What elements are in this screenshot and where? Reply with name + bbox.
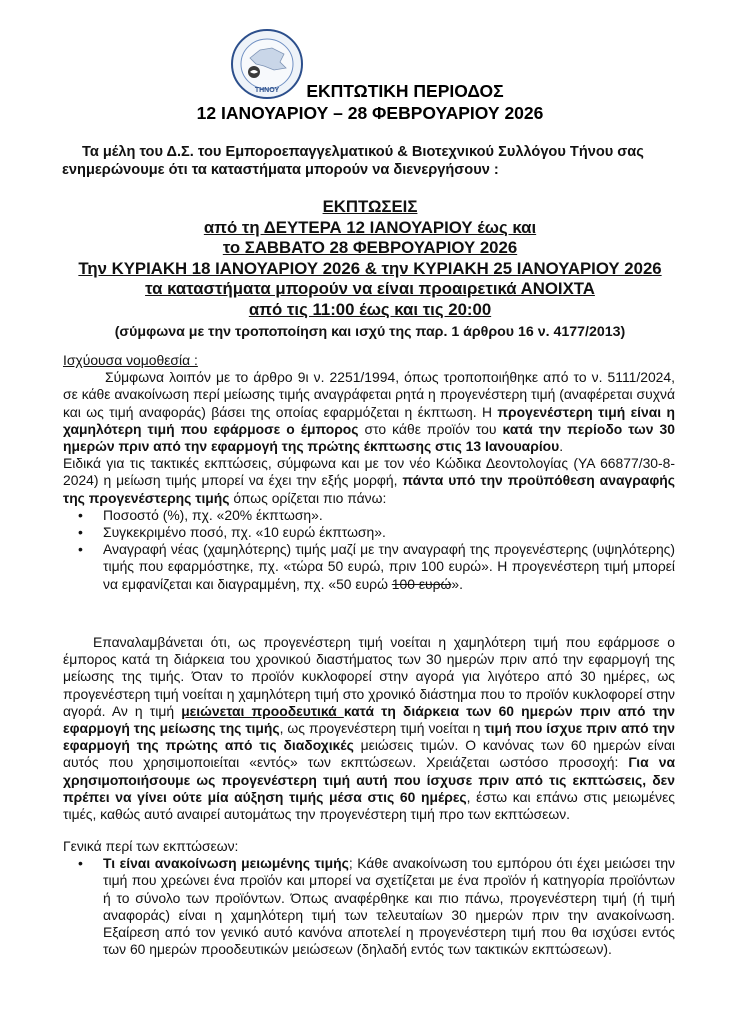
text-run: Ειδικά για τις τακτικές εκπτώσεις, σύμφωνα και με τον νέο Κώδικα Δεοντολογίας (ΥΑ 66877/30-8-2024) η μείωση τιμής μπορεί να έχει την εξής μορφή, [63,455,675,489]
legislation-paragraph-2 [63,455,675,507]
announcement-block [0,197,740,342]
logo-label: ΤΗΝΟΥ [254,87,280,94]
intro-line-1: Τα μέλη του Δ.Σ. του Εμποροεπαγγελματικού & Βιοτεχνικού Συλλόγου Τήνου σας [82,144,644,160]
legislation-paragraph-1 [63,369,675,455]
list-item [103,507,675,524]
page-title [0,80,740,124]
text-run: μειώσεις τιμών. Ο κανόνας των 60 ημερών είναι αυτός που χρησιμοποιείται «εντός» των εκπτώσεων. Χρειάζεται ωστόσο προσοχή: [63,737,675,771]
announcement-line-4: τα καταστήματα μπορούν να είναι προαιρετικά ΑΝΟΙΧΤΑ [145,279,595,299]
list-item [103,855,675,958]
text-run: Σύμφωνα λοιπόν με το άρθρο 9ι ν. 2251/1994, όπως τροποποιήθηκε από το ν. 5111/2024, σε κάθε ανακοίνωση περί μείωσης τιμής αναγράφεται ρητά η προγενέστερη τιμή (αναφέρεται συχνά και ως τιμή αναφοράς) βάσει της οποίας εφαρμόζεται η έκπτωση. Η [63,369,675,420]
announcement-line-1: από τη ΔΕΥΤΕΡΑ 12 ΙΑΝΟΥΑΡΙΟΥ έως και [203,217,537,237]
text-run: Επαναλαμβάνεται ότι, ως προγενέστερη τιμή νοείται η χαμηλότερη τιμή που εφάρμοσε ο έμπορος κατά τη διάρκεια του χρονικού διαστήματος των 30 ημερών πριν από την εφαρμογή της μείωσης της τιμής. Όταν το προϊόν κυκλοφορεί στην αγορά για λιγότερο από 30 ημέρες, ως προγενέστερη τιμή νοείται η χαμηλότερη τιμή στο χρονικό διάστημα που το προϊόν κυκλοφορεί στην αγορά. Αν η τιμή [63,634,675,719]
bold-run: προγενέστερη τιμή είναι η χαμηλότερη τιμή που εφάρμοσε ο έμπορος [63,403,676,437]
bold-underline-run: μειώνεται προοδευτικά [181,702,344,719]
list-item-text: Ποσοστό (%), πχ. «20% έκπτωση». [103,506,323,523]
announcement-line-2: το ΣΑΒΒΑΤΟ 28 ΦΕΒΡΟΥΑΡΙΟΥ 2026 [222,238,518,258]
previous-price-paragraph [63,634,675,823]
text-run: , έστω και επάνω στις μειωμένες τιμές, καθώς αυτό αναιρεί αυτομάτως την προγενέστερη τιμή προ των εκπτώσεων. [63,788,675,823]
list-item-text: ; Κάθε ανακοίνωση του εμπόρου ότι έχει μειώσει την τιμή που χρεώνει ένα προϊόν και μπορεί να σχετίζεται με ένα προϊόν ή κατηγορία προϊόντων ή το σύνολο των προϊόντων. Όπως αναφέρθηκε και πιο πάνω, προγενέστερη τιμή (ή τιμή αναφοράς) είναι η χαμηλότερη τιμή των τελευταίων 30 ημερών πριν την ανακοίνωση. Εξαίρεση από τον γενικό αυτό κανόνα αποτελεί η προγενέστερη τιμή που θα ισχύσει εντός των 60 ημερών προοδευτικών μειώσεων (δηλαδή εντός των τακτικών εκπτώσεων). [103,855,675,958]
list-item [103,541,675,593]
bold-run: Για να χρησιμοποιήσουμε ως προγενέστερη τιμή αυτή που ίσχυσε πριν από τις εκπτώσεις, δεν πρέπει να γίνει ούτε μία αύξηση τιμής μέσα στις 60 ημέρες [63,754,675,805]
bold-run: τιμή που ίσχυε πριν από την εφαρμογή της πρώτης από τις διαδοχικές [63,720,675,754]
text-run: στο κάθε προϊόν του [358,420,503,437]
text-run: . [559,438,564,455]
list-item-text: Αναγραφή νέας (χαμηλότερης) τιμής μαζί με την αναγραφή της προγενέστερης (υψηλότερης) τιμής που εφαρμόστηκε, πχ. «τώρα 50 ευρώ, πριν 100 ευρώ». Η προγενέστερη τιμή μπορεί να εμφανίζεται και διαγραμμένη, πχ. «50 ευρώ [103,541,675,592]
announcement-heading: ΕΚΠΤΩΣΕΙΣ [322,197,418,216]
general-section [63,838,675,958]
bold-run: κατά τη διάρκεια των 60 ημερών πριν από την εφαρμογή της μείωσης της τιμής [63,702,676,737]
announcement-line-3: Την ΚΥΡΙΑΚΗ 18 ΙΑΝΟΥΑΡΙΟΥ 2026 & την ΚΥΡΙΑΚΗ 25 ΙΑΝΟΥΑΡΙΟΥ 2026 [78,258,662,278]
title-line-1: ΕΚΠΤΩΤΙΚΗ ΠΕΡΙΟΔΟΣ [306,81,504,101]
list-item-text: Συγκεκριμένο ποσό, πχ. «10 ευρώ έκπτωση». [103,524,386,541]
title-line-2: 12 ΙΑΝΟΥΑΡΙΟΥ – 28 ΦΕΒΡΟΥΑΡΙΟΥ 2026 [196,103,544,123]
discount-forms-list [63,507,675,593]
previous-price-section [63,634,675,823]
intro-paragraph [62,143,682,179]
general-list [63,855,675,958]
text-run: , ως προγενέστερη τιμή νοείται η [279,720,485,737]
legislation-section [63,352,675,593]
legislation-heading: Ισχύουσα νομοθεσία : [63,352,198,368]
list-item [103,524,675,541]
bold-run: πάντα υπό την προϋπόθεση αναγραφής της προγενέστερης τιμής [63,472,675,506]
list-item-text: ». [451,575,463,592]
legal-note: (σύμφωνα με την τροποποίηση και ισχύ της παρ. 1 άρθρου 16 ν. 4177/2013) [114,323,626,340]
general-heading: Γενικά περί των εκπτώσεων: [63,838,239,854]
text-run: όπως ορίζεται πιο πάνω: [229,489,387,506]
bold-run: κατά την περίοδο των 30 ημερών πριν από την εφαρμογή της πρώτης έκπτωσης στις 13 Ιανουαρίου [63,420,675,455]
announcement-line-5: από τις 11:00 έως και τις 20:00 [248,299,492,319]
bold-run: Τι είναι ανακοίνωση μειωμένης τιμής [103,855,349,872]
intro-line-2: ενημερώνουμε ότι τα καταστήματα μπορούν να διενεργήσουν : [62,162,499,178]
struck-price: 100 ευρώ [391,575,452,592]
